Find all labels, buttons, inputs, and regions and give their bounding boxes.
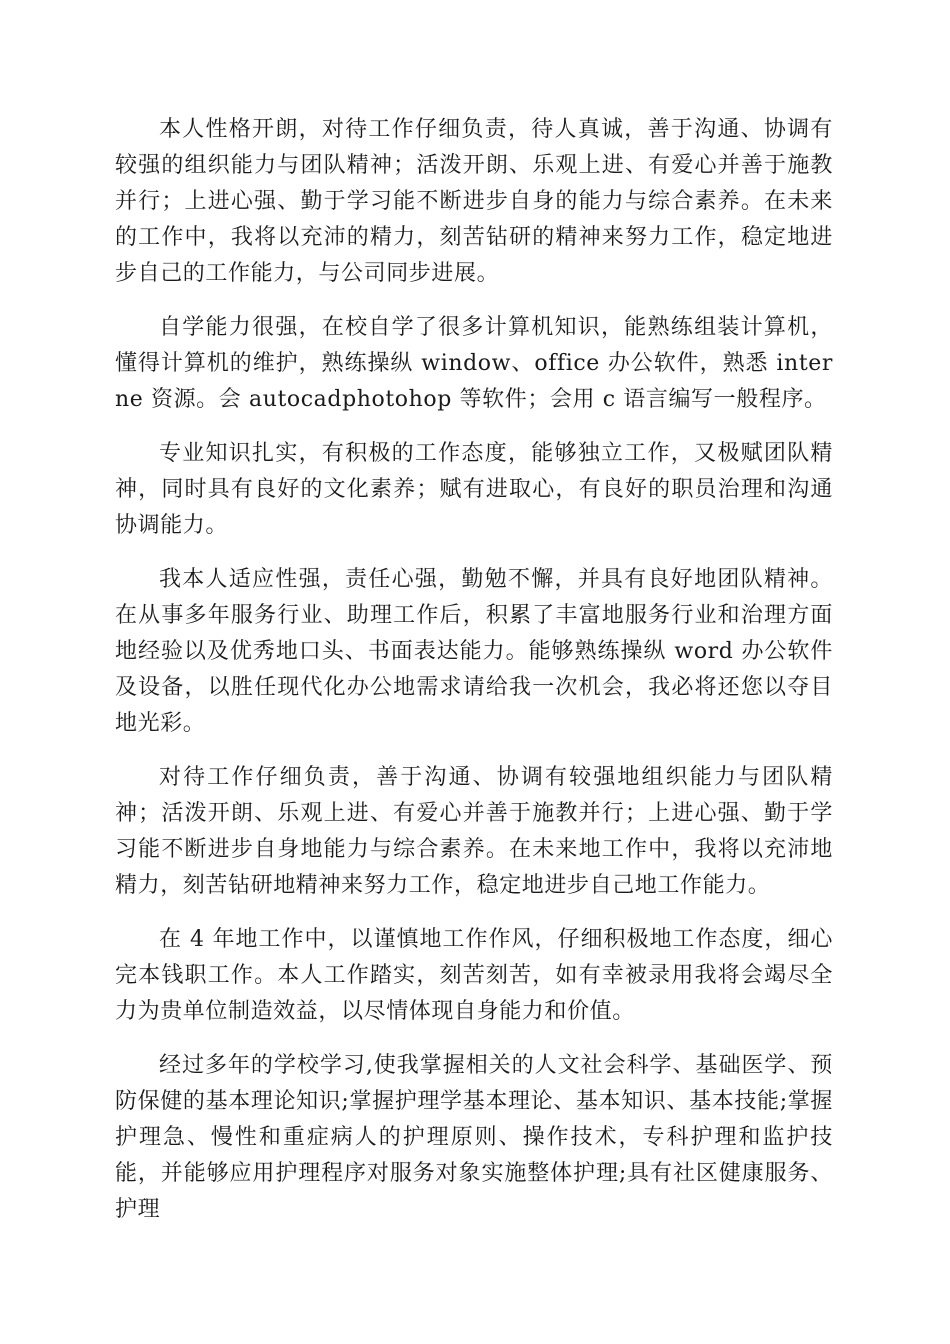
paragraph-work-experience: 在 4 年地工作中，以谨慎地工作作风，仔细积极地工作态度，细心完本钱职工作。本人工作踏实，刻苦刻苦，如有幸被录用我将会竭尽全力为贵单位制造效益，以尽情体现自身能力和价值。 <box>115 927 833 1024</box>
paragraph-self-study: 自学能力很强，在校自学了很多计算机知识，能熟练组装计算机，懂得计算机的维护，熟练操纵 window、office 办公软件，熟悉 interne 资源。会 autocadphotohop 等软件；会用 c 语言编写一般程序。 <box>115 315 833 412</box>
paragraph-work-attitude: 对待工作仔细负责，善于沟通、协调有较强地组织能力与团队精神；活泼开朗、乐观上进、有爱心并善于施教并行；上进心强、勤于学习能不断进步自身地能力与综合素养。在未来地工作中，我将以充沛地精力，刻苦钻研地精神来努力工作，稳定地进步自己地工作能力。 <box>115 765 833 898</box>
paragraph-personality: 本人性格开朗，对待工作仔细负责，待人真诚，善于沟通、协调有较强的组织能力与团队精神；活泼开朗、乐观上进、有爱心并善于施教并行；上进心强、勤于学习能不断进步自身的能力与综合素养。在未来的工作中，我将以充沛的精力，刻苦钻研的精神来努力工作，稳定地进步自己的工作能力，与公司同步进展。 <box>115 117 833 286</box>
paragraph-adaptability: 我本人适应性强，责任心强，勤勉不懈，并具有良好地团队精神。在从事多年服务行业、助理工作后，积累了丰富地服务行业和治理方面地经验以及优秀地口头、书面表达能力。能够熟练操纵 word 办公软件及设备，以胜任现代化办公地需求请给我一次机会，我必将还您以夺目地光彩。 <box>115 567 833 736</box>
paragraph-nursing-study: 经过多年的学校学习,使我掌握相关的人文社会科学、基础医学、预防保健的基本理论知识;掌握护理学基本理论、基本知识、基本技能;掌握护理急、慢性和重症病人的护理原则、操作技术，专科护理和监护技能，并能够应用护理程序对服务对象实施整体护理;具有社区健康服务、护理 <box>115 1053 833 1222</box>
paragraph-professional-knowledge: 专业知识扎实，有积极的工作态度，能够独立工作，又极赋团队精神，同时具有良好的文化素养；赋有进取心，有良好的职员治理和沟通协调能力。 <box>115 441 833 538</box>
document-body <box>115 112 833 1246</box>
